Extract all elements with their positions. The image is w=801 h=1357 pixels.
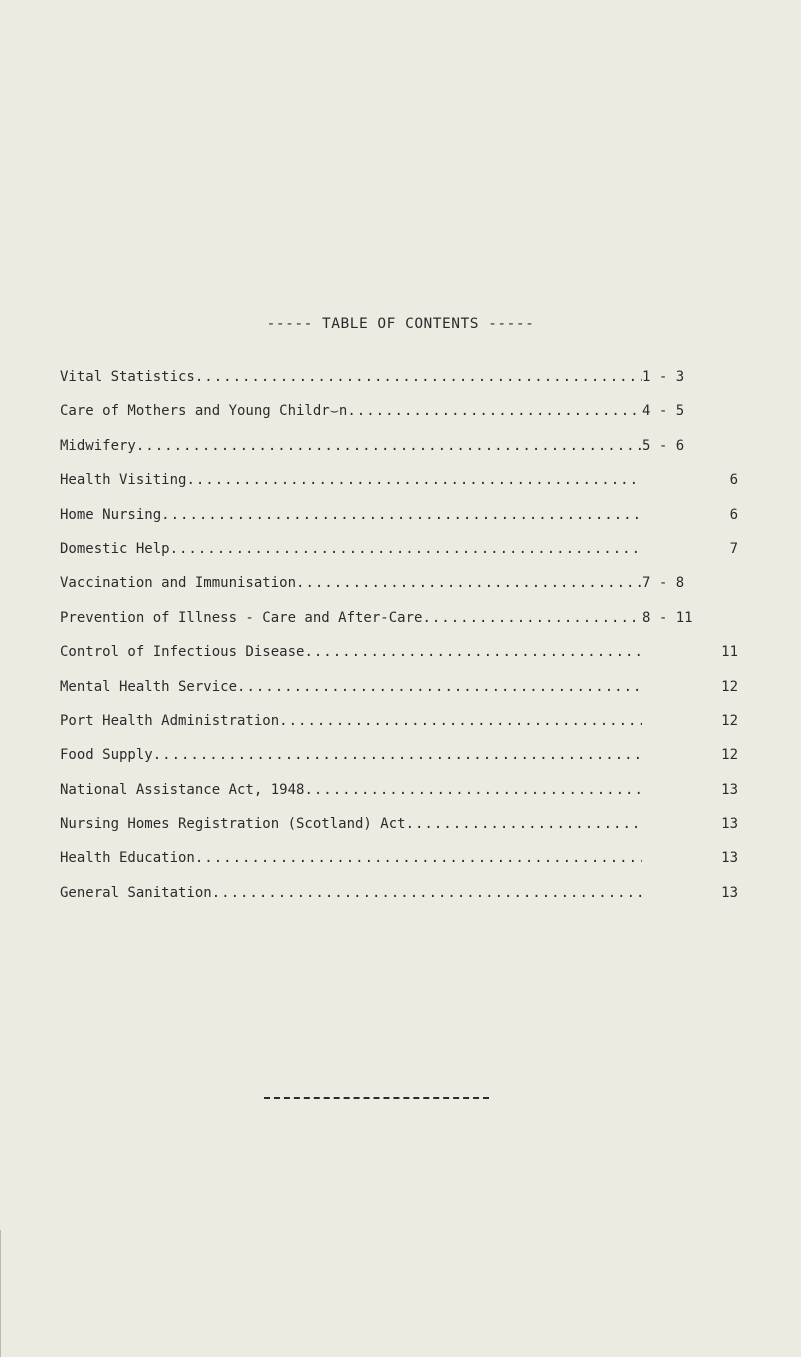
toc-entry-label: Food Supply .....: [60, 746, 642, 764]
toc-entry-pages: 6: [729, 472, 738, 489]
toc-entry-pages: 7 - 8: [642, 575, 685, 592]
toc-entry-pages: 5 - 6: [642, 437, 685, 454]
toc-entry-label: Home Nursing .....: [60, 506, 642, 524]
page-title: ----- TABLE OF CONTENTS -----: [266, 316, 535, 332]
toc-entry: [60, 849, 750, 883]
toc-entry: [60, 437, 750, 471]
toc-entry: [60, 884, 750, 918]
toc-entry: [60, 609, 750, 643]
toc-entry-label: Vaccination and Immunisation .....: [60, 574, 642, 592]
toc-entry-label: Nursing Homes Registration (Scotland) Act .....: [60, 815, 642, 833]
toc-entry: [60, 471, 750, 505]
toc-entry-pages: 13: [721, 816, 738, 833]
toc-entry-label: Health Education .....: [60, 849, 642, 867]
toc-entry-pages: 11: [721, 644, 738, 661]
toc-entry-label: Health Visiting .....: [60, 471, 642, 489]
toc-entry: [60, 643, 750, 677]
toc-entry-pages: 8 - 11: [642, 609, 693, 626]
toc-entry-pages: 7: [729, 540, 738, 557]
toc-entry: [60, 574, 750, 608]
toc-entry-label: Prevention of Illness - Care and After-Care .....: [60, 609, 642, 627]
toc-entry-pages: 12: [721, 678, 738, 695]
toc-entry-pages: 1 - 3: [642, 369, 685, 385]
toc-entry: [60, 540, 750, 574]
toc-entry-pages: 12: [721, 712, 738, 729]
toc-entry: [60, 368, 750, 402]
toc-entry-pages: 12: [721, 747, 738, 764]
toc-entry-pages: 6: [729, 506, 738, 523]
toc-entry-label: Vital Statistics .....: [60, 368, 642, 386]
scan-edge-line: [0, 1230, 1, 1357]
toc-entry-pages: 4 - 5: [642, 403, 685, 420]
toc-entry: [60, 402, 750, 436]
table-of-contents: [60, 368, 750, 918]
toc-entry-label: Domestic Help .....: [60, 540, 642, 558]
toc-entry-label: General Sanitation .....: [60, 884, 642, 902]
end-rule-divider: [264, 1097, 489, 1099]
toc-entry-label: Midwifery .....: [60, 437, 642, 455]
toc-entry-label: National Assistance Act, 1948 .....: [60, 781, 642, 799]
toc-entry-label: Care of Mothers and Young Childr⌣n .....: [60, 402, 642, 420]
toc-entry: [60, 506, 750, 540]
toc-entry: [60, 712, 750, 746]
toc-entry: [60, 815, 750, 849]
toc-entry-pages: 13: [721, 884, 738, 901]
toc-entry: [60, 678, 750, 712]
toc-entry: [60, 746, 750, 780]
toc-entry-label: Mental Health Service .....: [60, 678, 642, 696]
toc-entry-pages: 13: [721, 781, 738, 798]
toc-entry: [60, 781, 750, 815]
toc-entry-label: Control of Infectious Disease .....: [60, 643, 642, 661]
toc-entry-label: Port Health Administration .....: [60, 712, 642, 730]
toc-entry-pages: 13: [721, 850, 738, 867]
